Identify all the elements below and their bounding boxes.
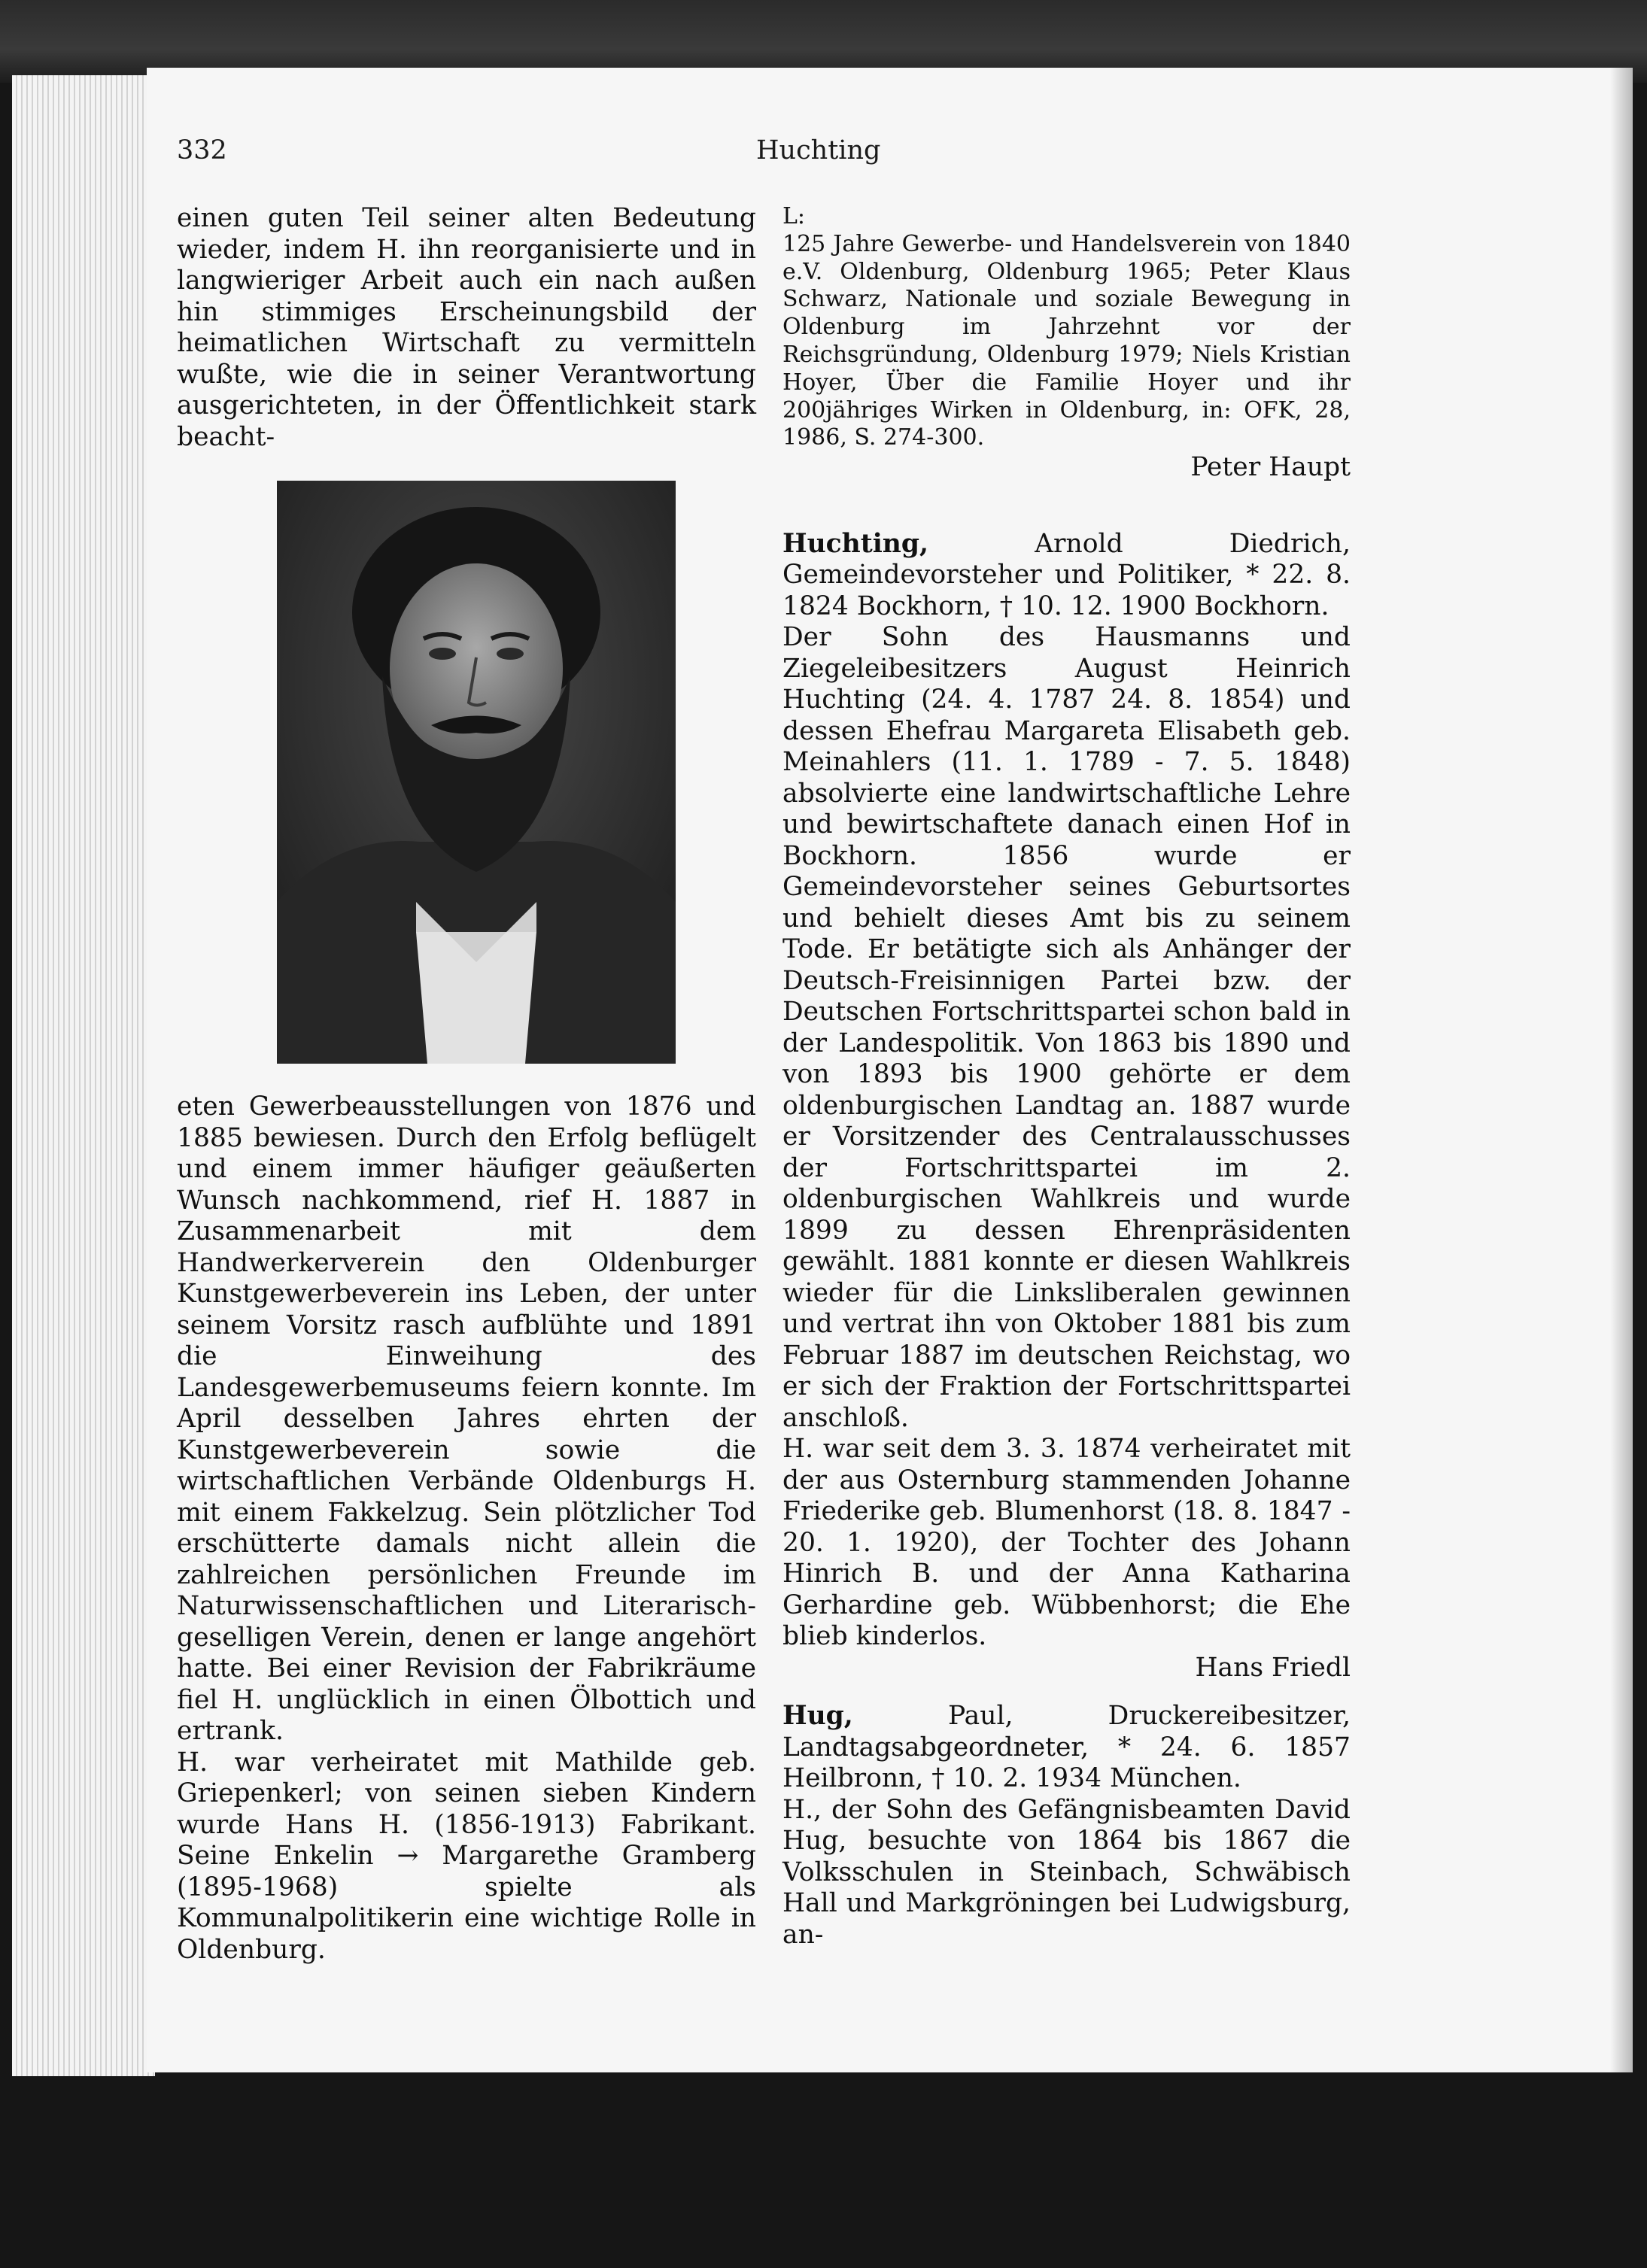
hug-biography: H., der Sohn des Gefängnisbeamten David Hug, besuchte von 1864 bis 1867 die Volksschulen in Steinbach, Schwäbisch Hall und Markgröningen bei Ludwigsburg, an- [782, 1794, 1351, 1950]
hoyer-entry-paragraph-continued [177, 203, 756, 1747]
page-edges [12, 75, 155, 2076]
huchting-entry-heading [782, 529, 1351, 623]
hug-lemma: Hug, [782, 1701, 853, 1732]
page-gutter-shadow [1610, 68, 1633, 2072]
running-head: Huchting [756, 135, 881, 165]
literature-list: 125 Jahre Gewerbe- und Handelsverein von 1840 e.V. Oldenburg, Oldenburg 1965; Peter Klaus Schwarz, Nationale und soziale Bewegung in Oldenburg im Jahrzehnt vor der Reichsgründung, Oldenburg 1979; Niels Kristian Hoyer, Über die Familie Hoyer und ihr 200jähriges Wirken in Oldenburg, in: OFK, 28, 1986, S. 274-300. [782, 230, 1351, 451]
author-hans-friedl: Hans Friedl [1195, 1652, 1351, 1683]
hoyer-family-paragraph: H. war verheiratet mit Mathilde geb. Griepenkerl; von seinen sieben Kindern wurde Hans H. (1856-1913) Fabrikant. Seine Enkelin → Margarethe Gramberg (1895-1968) spielte als Kommunalpolitikerin eine wichtige Rolle in Oldenburg. [177, 1747, 756, 1965]
page-number: 332 [177, 135, 227, 165]
text-before-portrait: einen guten Teil seiner alten Bedeutung wieder, indem H. ihn reorganisierte und in langwieriger Arbeit auch ein nach außen hin stimmiges Erscheinungsbild der heimatlichen Wirtschaft zu vermitteln wußte, wie die in seiner Verantwortung ausgerichteten, in der Öffentlichkeit stark beacht- [177, 203, 756, 452]
left-column [177, 203, 756, 1966]
literature-block [782, 203, 1351, 452]
hug-entry-heading [782, 1701, 1351, 1795]
author-peter-haupt: Peter Haupt [1190, 452, 1351, 483]
huchting-marriage: H. war seit dem 3. 3. 1874 verheiratet mit der aus Osternburg stammenden Johanne Friederike geb. Blumenhorst (18. 8. 1847 - 20. 1. 1920), der Tochter des Johann Hinrich B. und der Anna Katharina Gerhardine geb. Wübbenhorst; die Ehe blieb kinderlos. [782, 1434, 1351, 1652]
literature-label: L: [782, 203, 806, 229]
huchting-biography: Der Sohn des Hausmanns und Ziegeleibesitzers August Heinrich Huchting (24. 4. 1787 24. 8. 1854) und dessen Ehefrau Margareta Elisabeth geb. Meinahlers (11. 1. 1789 - 7. 5. 1848) absolvierte eine landwirtschaftliche Lehre und bewirtschaftete danach einen Hof in Bockhorn. 1856 wurde er Gemeindevorsteher seines Geburtsortes und behielt dieses Amt bis zu seinem Tode. Er betätigte sich als Anhänger der Deutsch-Freisinnigen Partei bzw. der Deutschen Fortschrittspartei schon bald in der Landespolitik. Von 1863 bis 1890 und von 1893 bis 1900 gehörte er dem oldenburgischen Landtag an. 1887 wurde er Vorsitzender des Centralausschusses der Fortschrittspartei im 2. oldenburgischen Wahlkreis und wurde 1899 zu dessen Ehrenpräsidenten gewählt. 1881 konnte er diesen Wahlkreis wieder für die Linksliberalen gewinnen und vertrat ihn von Oktober 1881 bis zum Februar 1887 im deutschen Reichstag, wo er sich der Fraktion der Fortschrittspartei anschloß. [782, 622, 1351, 1433]
hug-intro: Paul, Druckereibesitzer, Landtagsabgeordneter, * 24. 6. 1857 Heilbronn, † 10. 2. 1934 München. [782, 1701, 1351, 1794]
huchting-intro: Arnold Diedrich, Gemeindevorsteher und Politiker, * 22. 8. 1824 Bockhorn, † 10. 12. 1900 Bockhorn. [782, 528, 1351, 621]
text-after-portrait: eten Gewerbeausstellungen von 1876 und 1885 bewiesen. Durch den Erfolg beflügelt und einem immer häufiger geäußerten Wunsch nachkommend, rief H. 1887 in Zusammenarbeit mit dem Handwerkerverein den Oldenburger Kunstgewerbeverein ins Leben, der unter seinem Vorsitz rasch aufblühte und 1891 die Einweihung des Landesgewerbemuseums feiern konnte. Im April desselben Jahres ehrten der Kunstgewerbeverein sowie die wirtschaftlichen Verbände Oldenburgs H. mit einem Fakkelzug. Sein plötzlicher Tod erschütterte damals nicht allein die zahlreichen persönlichen Freunde im Naturwissenschaftlichen und Literarisch-geselligen Verein, denen er lange angehört hatte. Bei einer Revision der Fabrikräume fiel H. unglücklich in einen Ölbottich und ertrank. [177, 1091, 756, 1746]
right-column [782, 203, 1351, 1951]
huchting-lemma: Huchting, [782, 528, 929, 559]
portrait-photo [277, 481, 676, 1064]
